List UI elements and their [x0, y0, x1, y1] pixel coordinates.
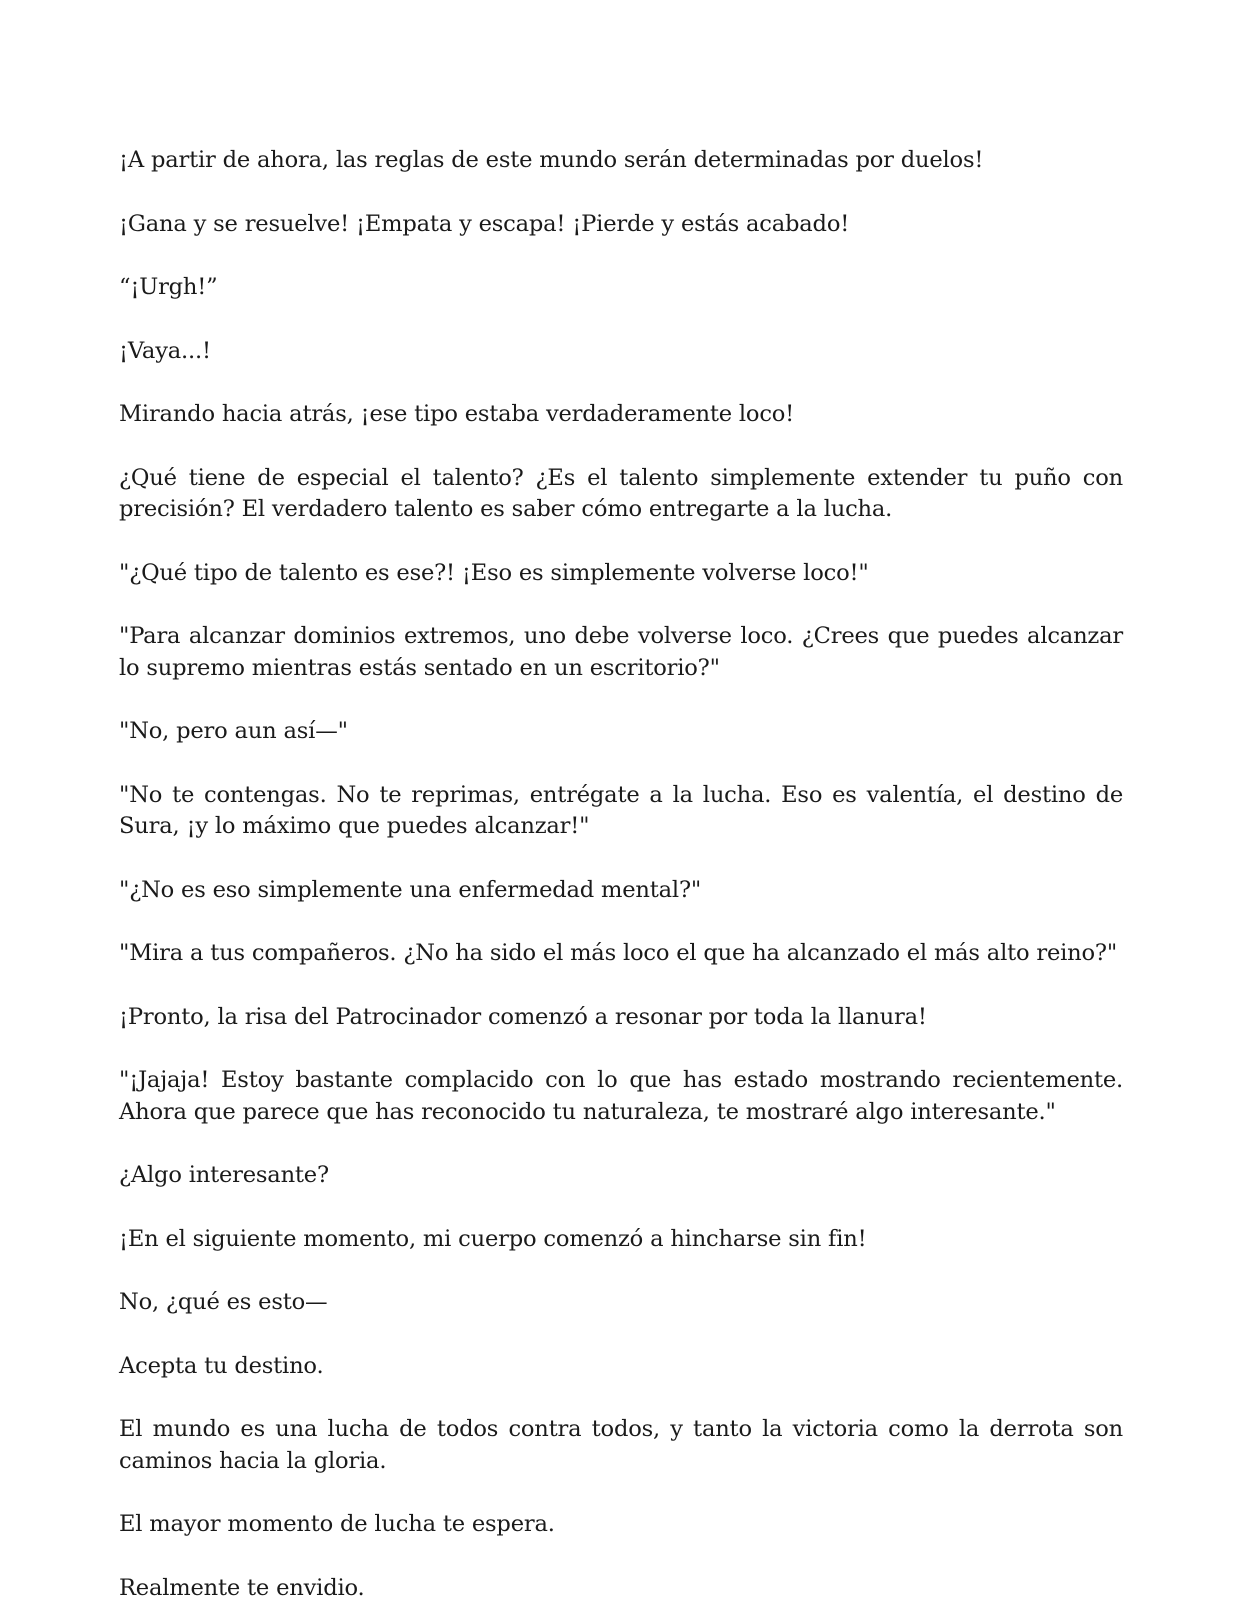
paragraph: "¿Qué tipo de talento es ese?! ¡Eso es simplemente volverse loco!": [119, 559, 869, 586]
paragraph: “¡Urgh!”: [119, 274, 218, 300]
paragraph: ¿Algo interesante?: [119, 1162, 329, 1188]
paragraph: "No, pero aun así—": [119, 718, 348, 744]
paragraph: "Mira a tus compañeros. ¿No ha sido el más loco el que ha alcanzado el más alto reino?": [119, 940, 1118, 966]
paragraph: ¿Qué tiene de especial el talento? ¿Es el talento simplemente extender tu puño con precisión? El verdadero talento es saber cómo entregarte a la lucha.: [119, 464, 1123, 522]
paragraph: "¡Jajaja! Estoy bastante complacido con lo que has estado mostrando recientemente. Ahora que parece que has reconocido tu naturaleza, te mostraré algo interesante.": [119, 1067, 1123, 1125]
paragraph: "No te contengas. No te reprimas, entrégate a la lucha. Eso es valentía, el destino de Sura, ¡y lo máximo que puedes alcanzar!": [119, 781, 1123, 839]
paragraph: ¡Vaya...!: [119, 337, 211, 364]
paragraph: Acepta tu destino.: [119, 1352, 324, 1379]
paragraph: "¿No es eso simplemente una enfermedad mental?": [119, 876, 702, 903]
paragraph: ¡Gana y se resuelve! ¡Empata y escapa! ¡Pierde y estás acabado!: [119, 210, 850, 237]
paragraph: ¡Pronto, la risa del Patrocinador comenzó a resonar por toda la llanura!: [119, 1003, 927, 1030]
paragraph: ¡En el siguiente momento, mi cuerpo comenzó a hincharse sin fin!: [119, 1225, 867, 1252]
paragraph: No, ¿qué es esto—: [119, 1289, 328, 1315]
paragraph: Realmente te envidio.: [119, 1574, 365, 1601]
paragraph: El mayor momento de lucha te espera.: [119, 1511, 555, 1537]
paragraph: ¡A partir de ahora, las reglas de este mundo serán determinadas por duelos!: [119, 147, 984, 173]
paragraph: Mirando hacia atrás, ¡ese tipo estaba verdaderamente loco!: [119, 401, 795, 427]
document-page: [119, 145, 1123, 1604]
paragraph: "Para alcanzar dominios extremos, uno debe volverse loco. ¿Crees que puedes alcanzar lo supremo mientras estás sentado en un escritorio?": [119, 623, 1123, 681]
paragraph: El mundo es una lucha de todos contra todos, y tanto la victoria como la derrota son caminos hacia la gloria.: [119, 1416, 1123, 1474]
